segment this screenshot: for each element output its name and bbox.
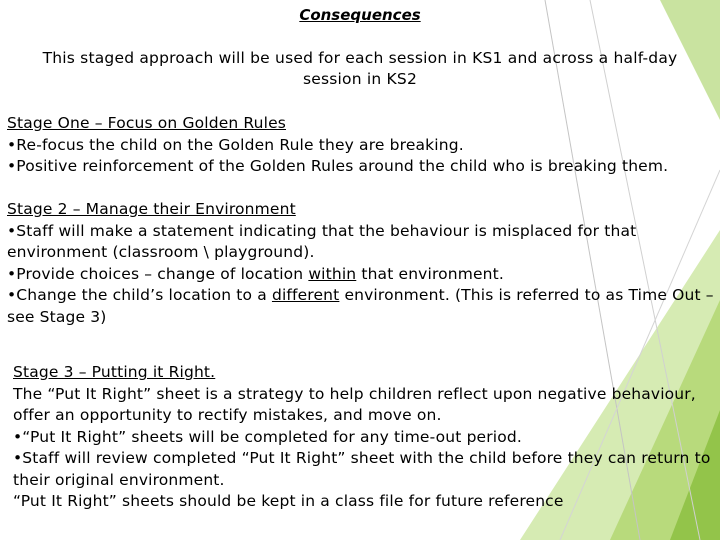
stage-one-item-text: Positive reinforcement of the Golden Rules around the child who is breaking them. <box>16 157 669 175</box>
intro-paragraph: This staged approach will be used for each session in KS1 and across a half-day session in KS2 <box>42 49 678 88</box>
stage-three-section <box>13 362 713 513</box>
stage-three-item <box>13 448 713 491</box>
stage-two-item-text: Change the child’s location to a <box>16 286 272 304</box>
stage-three-item-text: Staff will review completed “Put It Right” sheet with the child before they can return to their original environment. <box>13 449 711 489</box>
underlined-word: different <box>271 286 340 304</box>
bullet: • <box>7 157 17 175</box>
stage-one-item <box>7 135 715 157</box>
stage-one-heading: Stage One – Focus on Golden Rules <box>7 114 287 132</box>
stage-one-item-text: Re-focus the child on the Golden Rule they are breaking. <box>16 135 464 154</box>
bullet: • <box>7 286 17 304</box>
stage-two-item-text: Staff will make a statement indicating that the behaviour is misplaced for that environment (classroom \ playground). <box>7 221 637 261</box>
stage-two-section <box>7 199 719 328</box>
bullet: • <box>7 135 17 154</box>
bullet: • <box>7 264 17 283</box>
bullet: • <box>7 221 17 240</box>
stage-two-item-text: that environment. <box>356 264 504 283</box>
stage-three-text: The “Put It Right” sheet is a strategy to help children reflect upon negative behaviour, offer an opportunity to rectify mistakes, and move on. <box>13 384 696 424</box>
underlined-word: within <box>308 264 357 283</box>
stage-three-text: “Put It Right” sheets should be kept in a class file for future reference <box>13 492 564 510</box>
stage-two-item <box>7 285 719 328</box>
stage-three-item <box>13 427 713 449</box>
stage-three-item-text: “Put It Right” sheets will be completed for any time-out period. <box>22 427 522 446</box>
stage-three-heading: Stage 3 – Putting it Right. <box>13 363 216 381</box>
stage-two-item <box>7 221 719 264</box>
stage-one-section <box>7 113 715 178</box>
stage-two-item-text: Provide choices – change of location <box>16 264 309 283</box>
stage-two-item <box>7 264 719 286</box>
stage-two-item-text: environment. (This is referred to as Time Out – see Stage 3) <box>7 286 714 326</box>
stage-two-heading: Stage 2 – Manage their Environment <box>7 200 296 218</box>
bullet: • <box>13 449 23 467</box>
stage-one-item <box>7 156 715 178</box>
bullet: • <box>13 427 23 446</box>
page-title: Consequences <box>299 6 421 24</box>
